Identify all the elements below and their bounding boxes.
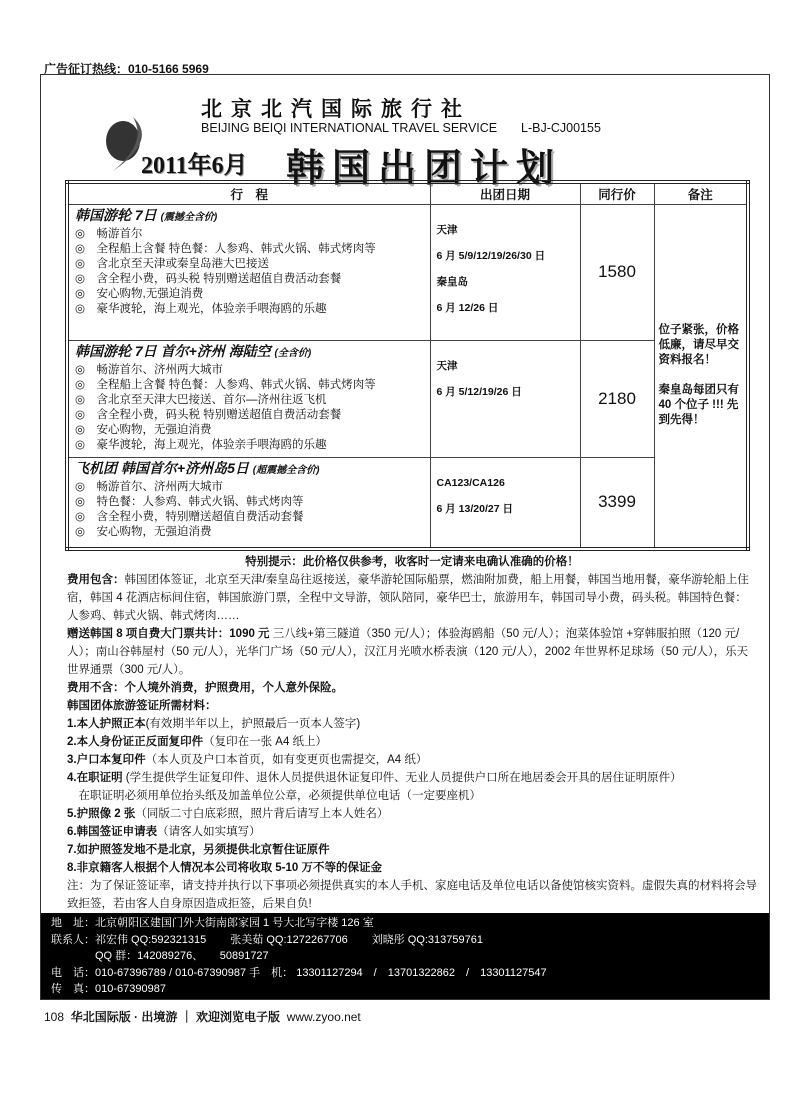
list-item: ◎ 畅游首尔 <box>75 227 143 240</box>
route-title: 飞机团 韩国首尔+济州岛5日 (超震撼全含价) <box>75 459 320 476</box>
list-item: ◎ 全程船上含餐 特色餐：人参鸡、韩式火锅、韩式烤肉等 <box>75 378 376 391</box>
table-row <box>67 457 748 549</box>
visa-item: 7.如护照签发地不是北京，另须提供北京暂住证原件 <box>67 844 330 856</box>
site-url[interactable]: www.zyoo.net <box>286 1010 361 1024</box>
fax: 传 真：010-67390987 <box>51 983 166 995</box>
list-item: ◎ 安心购物,无强迫消费 <box>75 287 204 300</box>
list-item: ◎ 畅游首尔、济州两大城市 <box>75 480 224 493</box>
address: 地 址：北京朝阳区建国门外大街南郎家园 1 号大北写字楼 126 室 <box>51 917 374 929</box>
date-line: 6 月 5/12/19/26 日 <box>436 385 522 398</box>
section-name: 华北国际版 · 出境游 ｜ 欢迎浏览电子版 <box>70 1010 281 1024</box>
tour-table <box>65 180 750 551</box>
license-number: L-BJ-CJ00155 <box>521 121 601 135</box>
visa-item: 6.韩国签证申请表（请客人如实填写） <box>67 826 261 838</box>
date-line: 天津 <box>436 359 458 372</box>
date-line: 6 月 5/9/12/19/26/30 日 <box>436 249 546 262</box>
list-item: ◎ 全程船上含餐 特色餐：人参鸡、韩式火锅、韩式烤肉等 <box>75 242 376 255</box>
page-footer <box>44 1008 361 1025</box>
visa-item: 2.本人身份证正反面复印件（复印在一张 A4 纸上） <box>67 736 328 748</box>
list-item: ◎ 安心购物，无强迫消费 <box>75 525 212 538</box>
phone: 电 话：010-67396789 / 010-67390987 手 机： 13301127294 / 13701322862 / 13301127547 <box>51 966 547 979</box>
list-item: ◎ 畅游首尔、济州两大城市 <box>75 363 224 376</box>
route-title: 韩国游轮 7日 (震撼全含价) <box>75 206 218 223</box>
dates-cell <box>430 340 580 457</box>
route-title: 韩国游轮 7日 首尔+济州 海陆空 (全含价) <box>75 342 312 359</box>
itinerary-cell <box>67 457 430 549</box>
header-notes: 备注 <box>654 182 748 204</box>
page-title: 韩国出团计划 <box>286 148 563 190</box>
table-row <box>67 340 748 457</box>
date-line: 6 月 12/26 日 <box>436 301 499 314</box>
list-item: ◎ 含北京至天津大巴接送、首尔—济州往返飞机 <box>75 393 327 406</box>
date-line: 6 月 13/20/27 日 <box>436 502 513 515</box>
itinerary-cell <box>67 340 430 457</box>
visa-list <box>67 715 757 877</box>
list-item: ◎ 含全程小费，码头税 特别赠送超值自费活动套餐 <box>75 272 342 285</box>
date-line: 天津 <box>436 223 458 236</box>
visa-item: 1.本人护照正本(有效期半年以上，护照最后一页本人签字) <box>67 718 361 730</box>
list-item: ◎ 安心购物，无强迫消费 <box>75 423 212 436</box>
visa-item: 3.户口本复印件（本人页及户口本首页，如有变更页也需提交，A4 纸） <box>67 754 428 766</box>
page-number: 108 <box>44 1010 65 1024</box>
table-row <box>67 204 748 340</box>
price-cell: 3399 <box>580 457 654 549</box>
dates-cell <box>430 457 580 549</box>
visa-heading: 韩国团体旅游签证所需材料： <box>67 700 217 712</box>
list-item: ◎ 豪华渡轮，海上观光，体验亲手喂海鸥的乐趣 <box>75 302 327 315</box>
header-dates: 出团日期 <box>430 182 580 204</box>
special-tip: 特别提示：此价格仅供参考，收客时一定请来电确认准确的价格！ <box>245 556 579 568</box>
visa-note: 注：为了保证签证率，请支持并执行以下事项必须提供真实的本人手机、家庭电话及单位电话以备使馆核实资料。虚假失真的材料将会导致拒签，若由客人自身原因造成拒签，后果自负! <box>67 880 757 910</box>
title-month: 2011年6月 <box>141 153 248 179</box>
contacts: 联系人：祁宏伟 QQ:592321315 张美茹 QQ:1272267706 刘晓彤 QQ:313759761 <box>51 933 483 946</box>
advertisement-frame <box>40 74 770 1000</box>
itinerary-cell <box>67 204 430 340</box>
dates-cell <box>430 204 580 340</box>
header-itinerary: 行 程 <box>67 182 430 204</box>
header-price: 同行价 <box>580 182 654 204</box>
fee-excludes: 费用不含：个人境外消费，护照费用，个人意外保险。 <box>67 682 343 694</box>
list-item: ◎ 含北京至天津或秦皇岛港大巴接送 <box>75 257 270 270</box>
list-item: ◎ 含全程小费，码头税 特别赠送超值自费活动套餐 <box>75 408 342 421</box>
notes-cell: 位子紧张，价格低廉，请尽早交资料报名！ 秦皇岛每团只有 40 个位子 !!! 先到先得！ <box>654 204 748 549</box>
company-name-en: BEIJING BEIQI INTERNATIONAL TRAVEL SERVICE <box>201 121 498 135</box>
visa-item: 8.非京籍客人根据个人情况本公司将收取 5-10 万不等的保证金 <box>67 862 382 874</box>
visa-item: 在职证明必须用单位抬头纸及加盖单位公章，必须提供单位电话（一定要座机） <box>67 790 481 802</box>
qq-group: QQ 群：142089276、 50891727 <box>51 950 269 962</box>
free-tickets: 赠送韩国 8 项自费大门票共计：1090 元 三八线+第三隧道（350 元/人）；体验海鸥船（50 元/人）；泡菜体验馆 +穿韩服拍照（120 元/人）；南山谷韩屋村（50 元/人），光华门广场（50 元/人），汉江月光喷水桥表演（120 元/人），2002 年世界杯足球场（50 元/人），乐天世界通票（300 元/人）。 <box>67 628 749 676</box>
list-item: ◎ 豪华渡轮，海上观光，体验亲手喂海鸥的乐趣 <box>75 438 327 451</box>
visa-item: 5.护照像 2 张（同版二寸白底彩照，照片背后请写上本人姓名） <box>67 808 389 820</box>
details <box>67 553 757 913</box>
table-header <box>67 182 748 204</box>
date-line: CA123/CA126 <box>436 476 505 489</box>
list-item: ◎ 含全程小费，特别赠送超值自费活动套餐 <box>75 510 304 523</box>
price-cell: 2180 <box>580 340 654 457</box>
ad-hotline: 广告征订热线：010-5166 5969 <box>44 62 209 76</box>
price-cell: 1580 <box>580 204 654 340</box>
visa-item: 4.在职证明 (学生提供学生证复印件、退休人员提供退休证复印件、无业人员提供户口所在地居委会开具的居住证明原件） <box>67 772 682 784</box>
date-line: 秦皇岛 <box>436 275 468 288</box>
company-name-cn: 北京北汽国际旅行社 <box>201 98 471 121</box>
fee-includes: 费用包含：韩国团体签证，北京至天津/秦皇岛往返接送，豪华游轮国际船票，燃油附加费，船上用餐，韩国当地用餐，豪华游轮船上住宿，韩国 4 花酒店标间住宿，韩国旅游门票，全程中文导游，领队陪同，豪华巴士，旅游用车，韩国司导小费，码头税。韩国特色餐：人参鸡、韩式火锅、韩式烤肉…… <box>67 574 749 622</box>
list-item: ◎ 特色餐：人参鸡、韩式火锅、韩式烤肉等 <box>75 495 304 508</box>
contact-footer <box>41 913 769 999</box>
